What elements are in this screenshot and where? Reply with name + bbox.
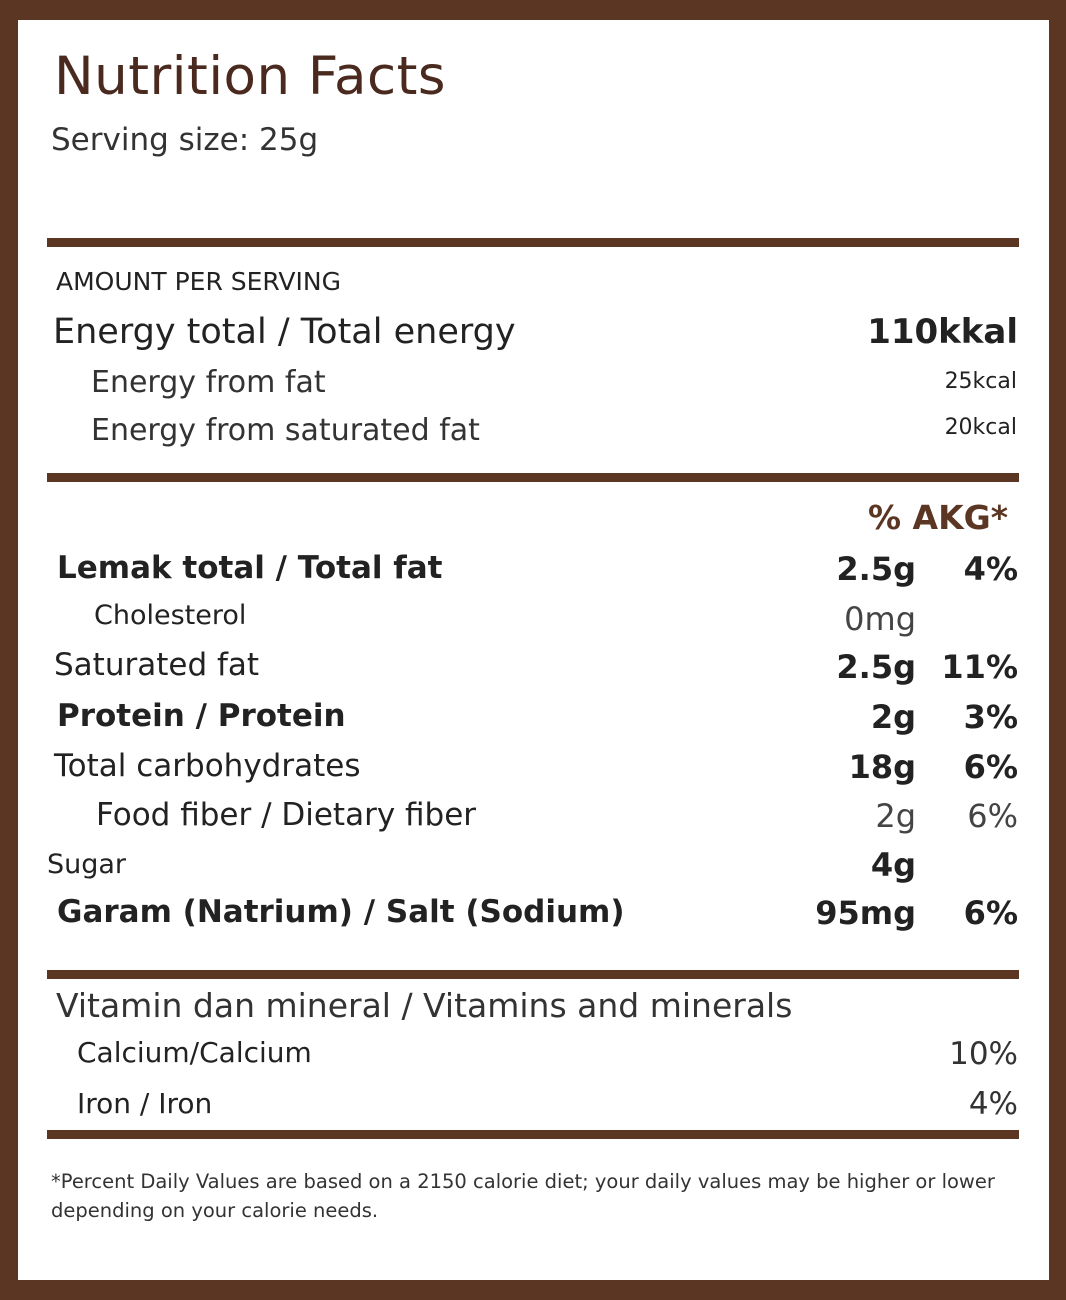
label-title: Nutrition Facts [54,46,447,107]
dietary-fiber-label: Food fiber / Dietary fiber [96,797,477,833]
vitamins-heading: Vitamin dan mineral / Vitamins and minerals [56,986,793,1025]
serving-size: Serving size: 25g [51,122,319,158]
total-fat-percent: 4% [963,550,1018,588]
energy-total-label: Energy total / Total energy [53,312,516,352]
sodium-percent: 6% [963,894,1018,932]
iron-label: Iron / Iron [77,1087,213,1120]
divider-top [47,238,1019,247]
energy-from-fat-label: Energy from fat [91,365,326,400]
footnote: *Percent Daily Values are based on a 2150 calorie diet; your daily values may be higher or lower depending on your calorie needs. [51,1170,995,1222]
sugar-amount: 4g [870,846,916,884]
protein-amount: 2g [870,698,916,736]
calcium-percent: 10% [949,1036,1018,1072]
iron-percent: 4% [968,1086,1018,1122]
akg-header: % AKG* [867,498,1008,537]
total-carbohydrates-label: Total carbohydrates [54,748,361,784]
cholesterol-label: Cholesterol [94,600,247,631]
energy-from-saturated-fat-value: 20kcal [944,415,1017,440]
energy-from-fat-value: 25kcal [944,369,1017,394]
amount-per-serving-label: AMOUNT PER SERVING [56,267,341,296]
total-carbohydrates-amount: 18g [848,748,916,786]
saturated-fat-percent: 11% [941,648,1018,686]
divider-nutrients [47,970,1019,979]
sodium-amount: 95mg [815,894,916,932]
divider-energy [47,473,1019,482]
cholesterol-amount: 0mg [844,600,916,638]
energy-from-saturated-fat-label: Energy from saturated fat [91,413,480,448]
total-carbohydrates-percent: 6% [963,748,1018,786]
sodium-label: Garam (Natrium) / Salt (Sodium) [57,894,625,930]
saturated-fat-amount: 2.5g [836,648,916,686]
dietary-fiber-amount: 2g [875,797,916,835]
divider-bottom [47,1130,1019,1139]
total-fat-amount: 2.5g [836,550,916,588]
total-fat-label: Lemak total / Total fat [57,550,443,586]
energy-total-value: 110kkal [867,312,1018,352]
saturated-fat-label: Saturated fat [54,647,260,683]
calcium-label: Calcium/Calcium [77,1036,312,1069]
protein-percent: 3% [963,698,1018,736]
protein-label: Protein / Protein [57,698,346,734]
sugar-label: Sugar [47,849,127,880]
dietary-fiber-percent: 6% [967,797,1018,835]
